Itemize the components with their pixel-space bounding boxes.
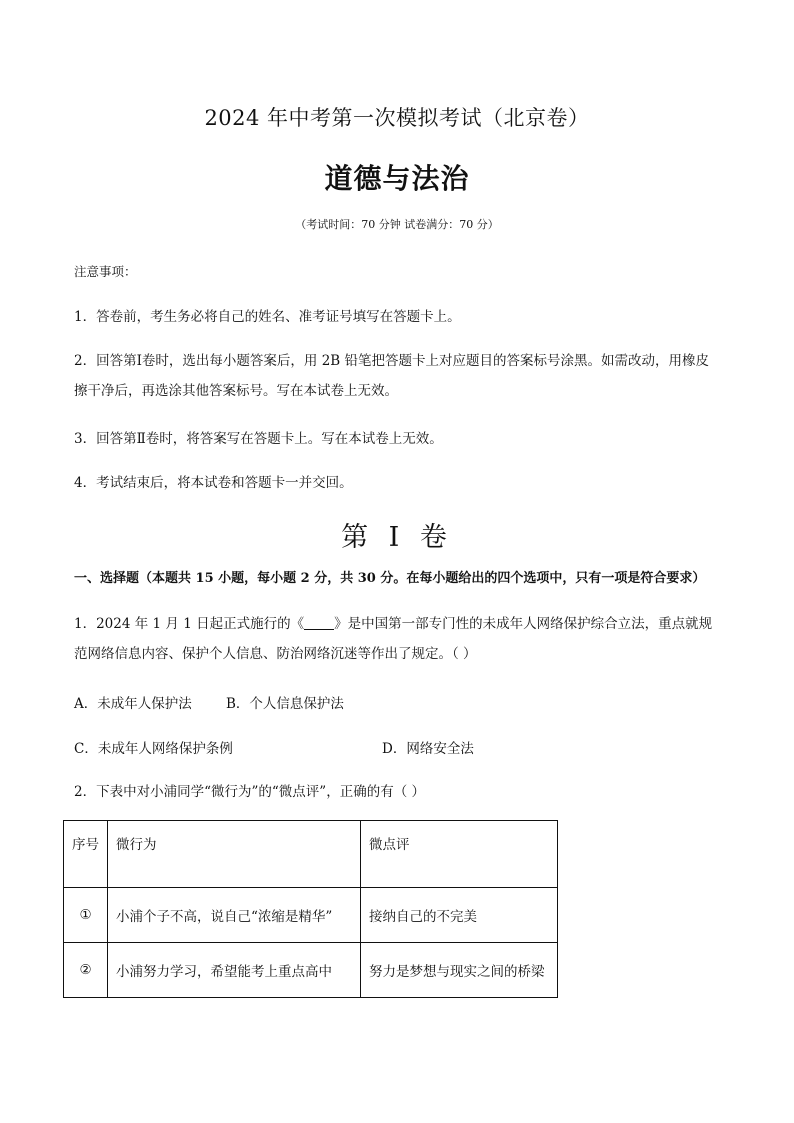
notes-heading: 注意事项：	[74, 264, 137, 279]
question-1	[74, 609, 722, 669]
option-d: D．网络安全法	[382, 741, 474, 757]
question-2: 2．下表中对小浦同学“微行为”的“微点评”，正确的有（ ）	[74, 784, 425, 800]
option-c: C．未成年人网络保护条例	[74, 741, 233, 757]
answer-blank	[304, 615, 334, 630]
table-header-cell: 序号	[64, 821, 108, 888]
table-cell-index: ②	[64, 943, 108, 998]
exam-meta: （考试时间：70 分钟 试卷满分：70 分）	[295, 218, 499, 231]
subject-title: 道德与法治	[324, 162, 470, 195]
table-cell-comment: 接纳自己的不完美	[361, 888, 558, 943]
table-cell-index: ①	[64, 888, 108, 943]
table-header-cell: 微行为	[108, 821, 361, 888]
table-header-row	[64, 821, 558, 888]
option-a: A．未成年人保护法	[74, 696, 192, 712]
table-header-cell: 微点评	[361, 821, 558, 888]
table-cell-behavior: 小浦努力学习，希望能考上重点高中	[108, 943, 361, 998]
table-cell-behavior: 小浦个子不高，说自己“浓缩是精华”	[108, 888, 361, 943]
note-item-4: 4．考试结束后，将本试卷和答题卡一并交回。	[74, 475, 353, 491]
evaluation-table	[63, 820, 558, 998]
question-1-text-before: 1．2024 年 1 月 1 日起正式施行的《	[74, 616, 305, 632]
note-item-3: 3．回答第Ⅱ卷时，将答案写在答题卡上。写在本试卷上无效。	[74, 431, 443, 447]
exam-title: 2024 年中考第一次模拟考试（北京卷）	[204, 106, 590, 130]
note-item-1: 1．答卷前，考生务必将自己的姓名、准考证号填写在答题卡上。	[74, 309, 461, 325]
note-item-2: 2．回答第Ⅰ卷时，选出每小题答案后，用 2B 铅笔把答题卡上对应题目的答案标号涂黑。如需改动，用橡皮擦干净后，再选涂其他答案标号。写在本试卷上无效。	[74, 353, 710, 399]
volume-title: 第 I 卷	[341, 522, 453, 553]
table-row	[64, 888, 558, 943]
section-heading: 一、选择题（本题共 15 小题，每小题 2 分，共 30 分。在每小题给出的四个选项中，只有一项是符合要求）	[74, 571, 706, 586]
table-row	[64, 943, 558, 998]
option-b: B．个人信息保护法	[226, 696, 344, 712]
table-cell-comment: 努力是梦想与现实之间的桥梁	[361, 943, 558, 998]
question-1-text-after: 》是中国第一部专门性的未成年人网络保护综合立法，重点就规范网络信息内容、保护个人信息、防治网络沉迷等作出了规定。（ ）	[74, 616, 713, 662]
